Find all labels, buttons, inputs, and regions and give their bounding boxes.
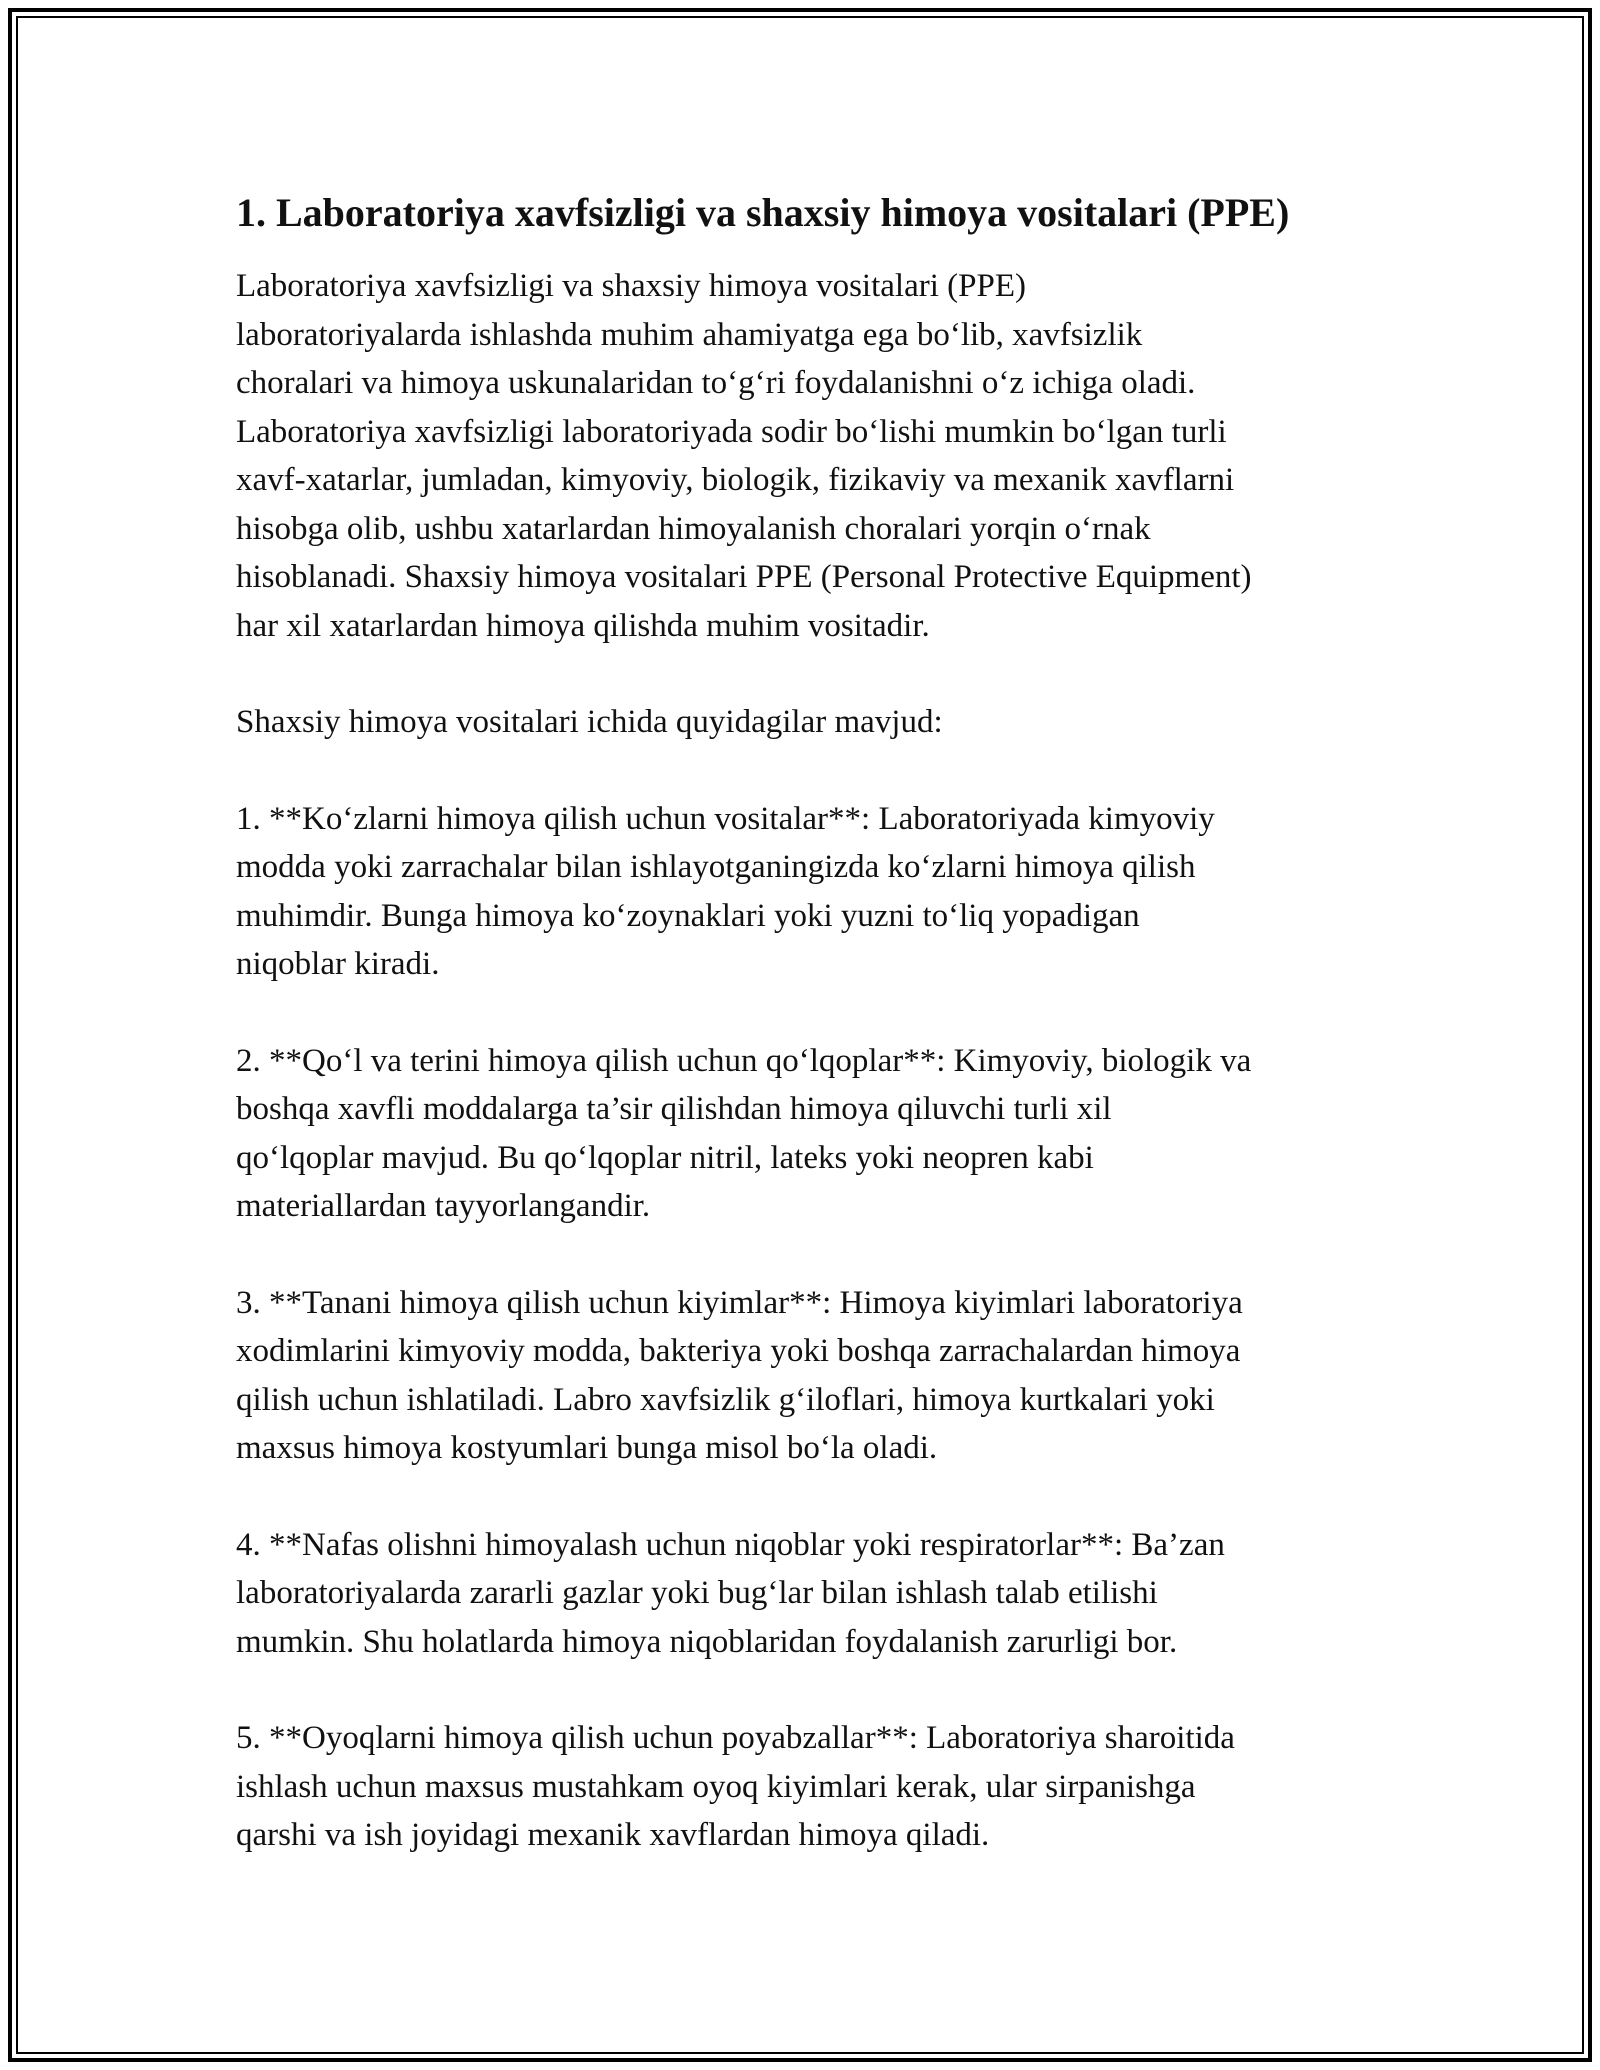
text-line: modda yoki zarrachalar bilan ishlayotganingizda ko‘zlarni himoya qilish bbox=[236, 849, 1196, 885]
text-line: 5. **Oyoqlarni himoya qilish uchun poyabzallar**: Laboratoriya sharoitida bbox=[236, 1720, 1235, 1756]
text-line: Laboratoriya xavfsizligi laboratoriyada sodir bo‘lishi mumkin bo‘lgan turli bbox=[236, 413, 1227, 450]
text-line: Laboratoriya xavfsizligi va shaxsiy himoya vositalari (PPE) bbox=[236, 268, 1026, 304]
text-line: 1. **Ko‘zlarni himoya qilish uchun vositalar**: Laboratoriyada kimyoviy bbox=[236, 800, 1215, 837]
item-2-paragraph bbox=[236, 1037, 1376, 1231]
text-line: muhimdir. Bunga himoya ko‘zoynaklari yoki yuzni to‘liq yopadigan bbox=[236, 897, 1140, 934]
text-line: ishlash uchun maxsus mustahkam oyoq kiyimlari kerak, ular sirpanishga bbox=[236, 1768, 1196, 1805]
paragraph-list bbox=[236, 262, 1376, 1860]
intro-paragraph bbox=[236, 262, 1376, 650]
item-1-paragraph bbox=[236, 795, 1376, 989]
text-line: choralari va himoya uskunalaridan to‘g‘ri foydalanishni o‘z ichiga oladi. bbox=[236, 365, 1196, 401]
document-body bbox=[236, 186, 1376, 1908]
list-intro-paragraph bbox=[236, 698, 1376, 747]
text-line: Shaxsiy himoya vositalari ichida quyidagilar mavjud: bbox=[236, 704, 943, 740]
text-line: hisobga olib, ushbu xatarlardan himoyalanish choralari yorqin o‘rnak bbox=[236, 510, 1151, 547]
item-5-paragraph bbox=[236, 1714, 1376, 1860]
item-3-paragraph bbox=[236, 1279, 1376, 1473]
text-line: xavf-xatarlar, jumladan, kimyoviy, biologik, fizikaviy va mexanik xavflarni bbox=[236, 462, 1235, 498]
text-line: har xil xatarlardan himoya qilishda muhim vositadir. bbox=[236, 607, 930, 644]
text-line: 2. **Qo‘l va terini himoya qilish uchun qo‘lqoplar**: Kimyoviy, biologik va bbox=[236, 1042, 1252, 1079]
text-line: qo‘lqoplar mavjud. Bu qo‘lqoplar nitril, lateks yoki neopren kabi bbox=[236, 1139, 1094, 1176]
text-line: hisoblanadi. Shaxsiy himoya vositalari PPE (Personal Protective Equipment) bbox=[236, 559, 1252, 595]
text-line: laboratoriyalarda ishlashda muhim ahamiyatga ega bo‘lib, xavfsizlik bbox=[236, 316, 1143, 353]
text-line: mumkin. Shu holatlarda himoya niqoblaridan foydalanish zarurligi bor. bbox=[236, 1623, 1178, 1660]
text-line: xodimlarini kimyoviy modda, bakteriya yoki boshqa zarrachalardan himoya bbox=[236, 1333, 1241, 1369]
text-line: 4. **Nafas olishni himoyalash uchun niqoblar yoki respiratorlar**: Ba’zan bbox=[236, 1526, 1225, 1563]
text-line: maxsus himoya kostyumlari bunga misol bo‘la oladi. bbox=[236, 1430, 938, 1466]
text-line: niqoblar kiradi. bbox=[236, 946, 440, 982]
text-line: boshqa xavfli moddalarga ta’sir qilishdan himoya qiluvchi turli xil bbox=[236, 1091, 1112, 1127]
text-line: laboratoriyalarda zararli gazlar yoki bug‘lar bilan ishlash talab etilishi bbox=[236, 1575, 1158, 1611]
section-heading: 1. Laboratoriya xavfsizligi va shaxsiy himoya vositalari (PPE) bbox=[236, 190, 1290, 235]
text-line: materiallardan tayyorlangandir. bbox=[236, 1188, 651, 1224]
text-line: qarshi va ish joyidagi mexanik xavflardan himoya qiladi. bbox=[236, 1817, 990, 1853]
text-line: 3. **Tanani himoya qilish uchun kiyimlar**: Himoya kiyimlari laboratoriya bbox=[236, 1284, 1243, 1321]
item-4-paragraph bbox=[236, 1521, 1376, 1667]
text-line: qilish uchun ishlatiladi. Labro xavfsizlik g‘iloflari, himoya kurtkalari yoki bbox=[236, 1381, 1215, 1418]
